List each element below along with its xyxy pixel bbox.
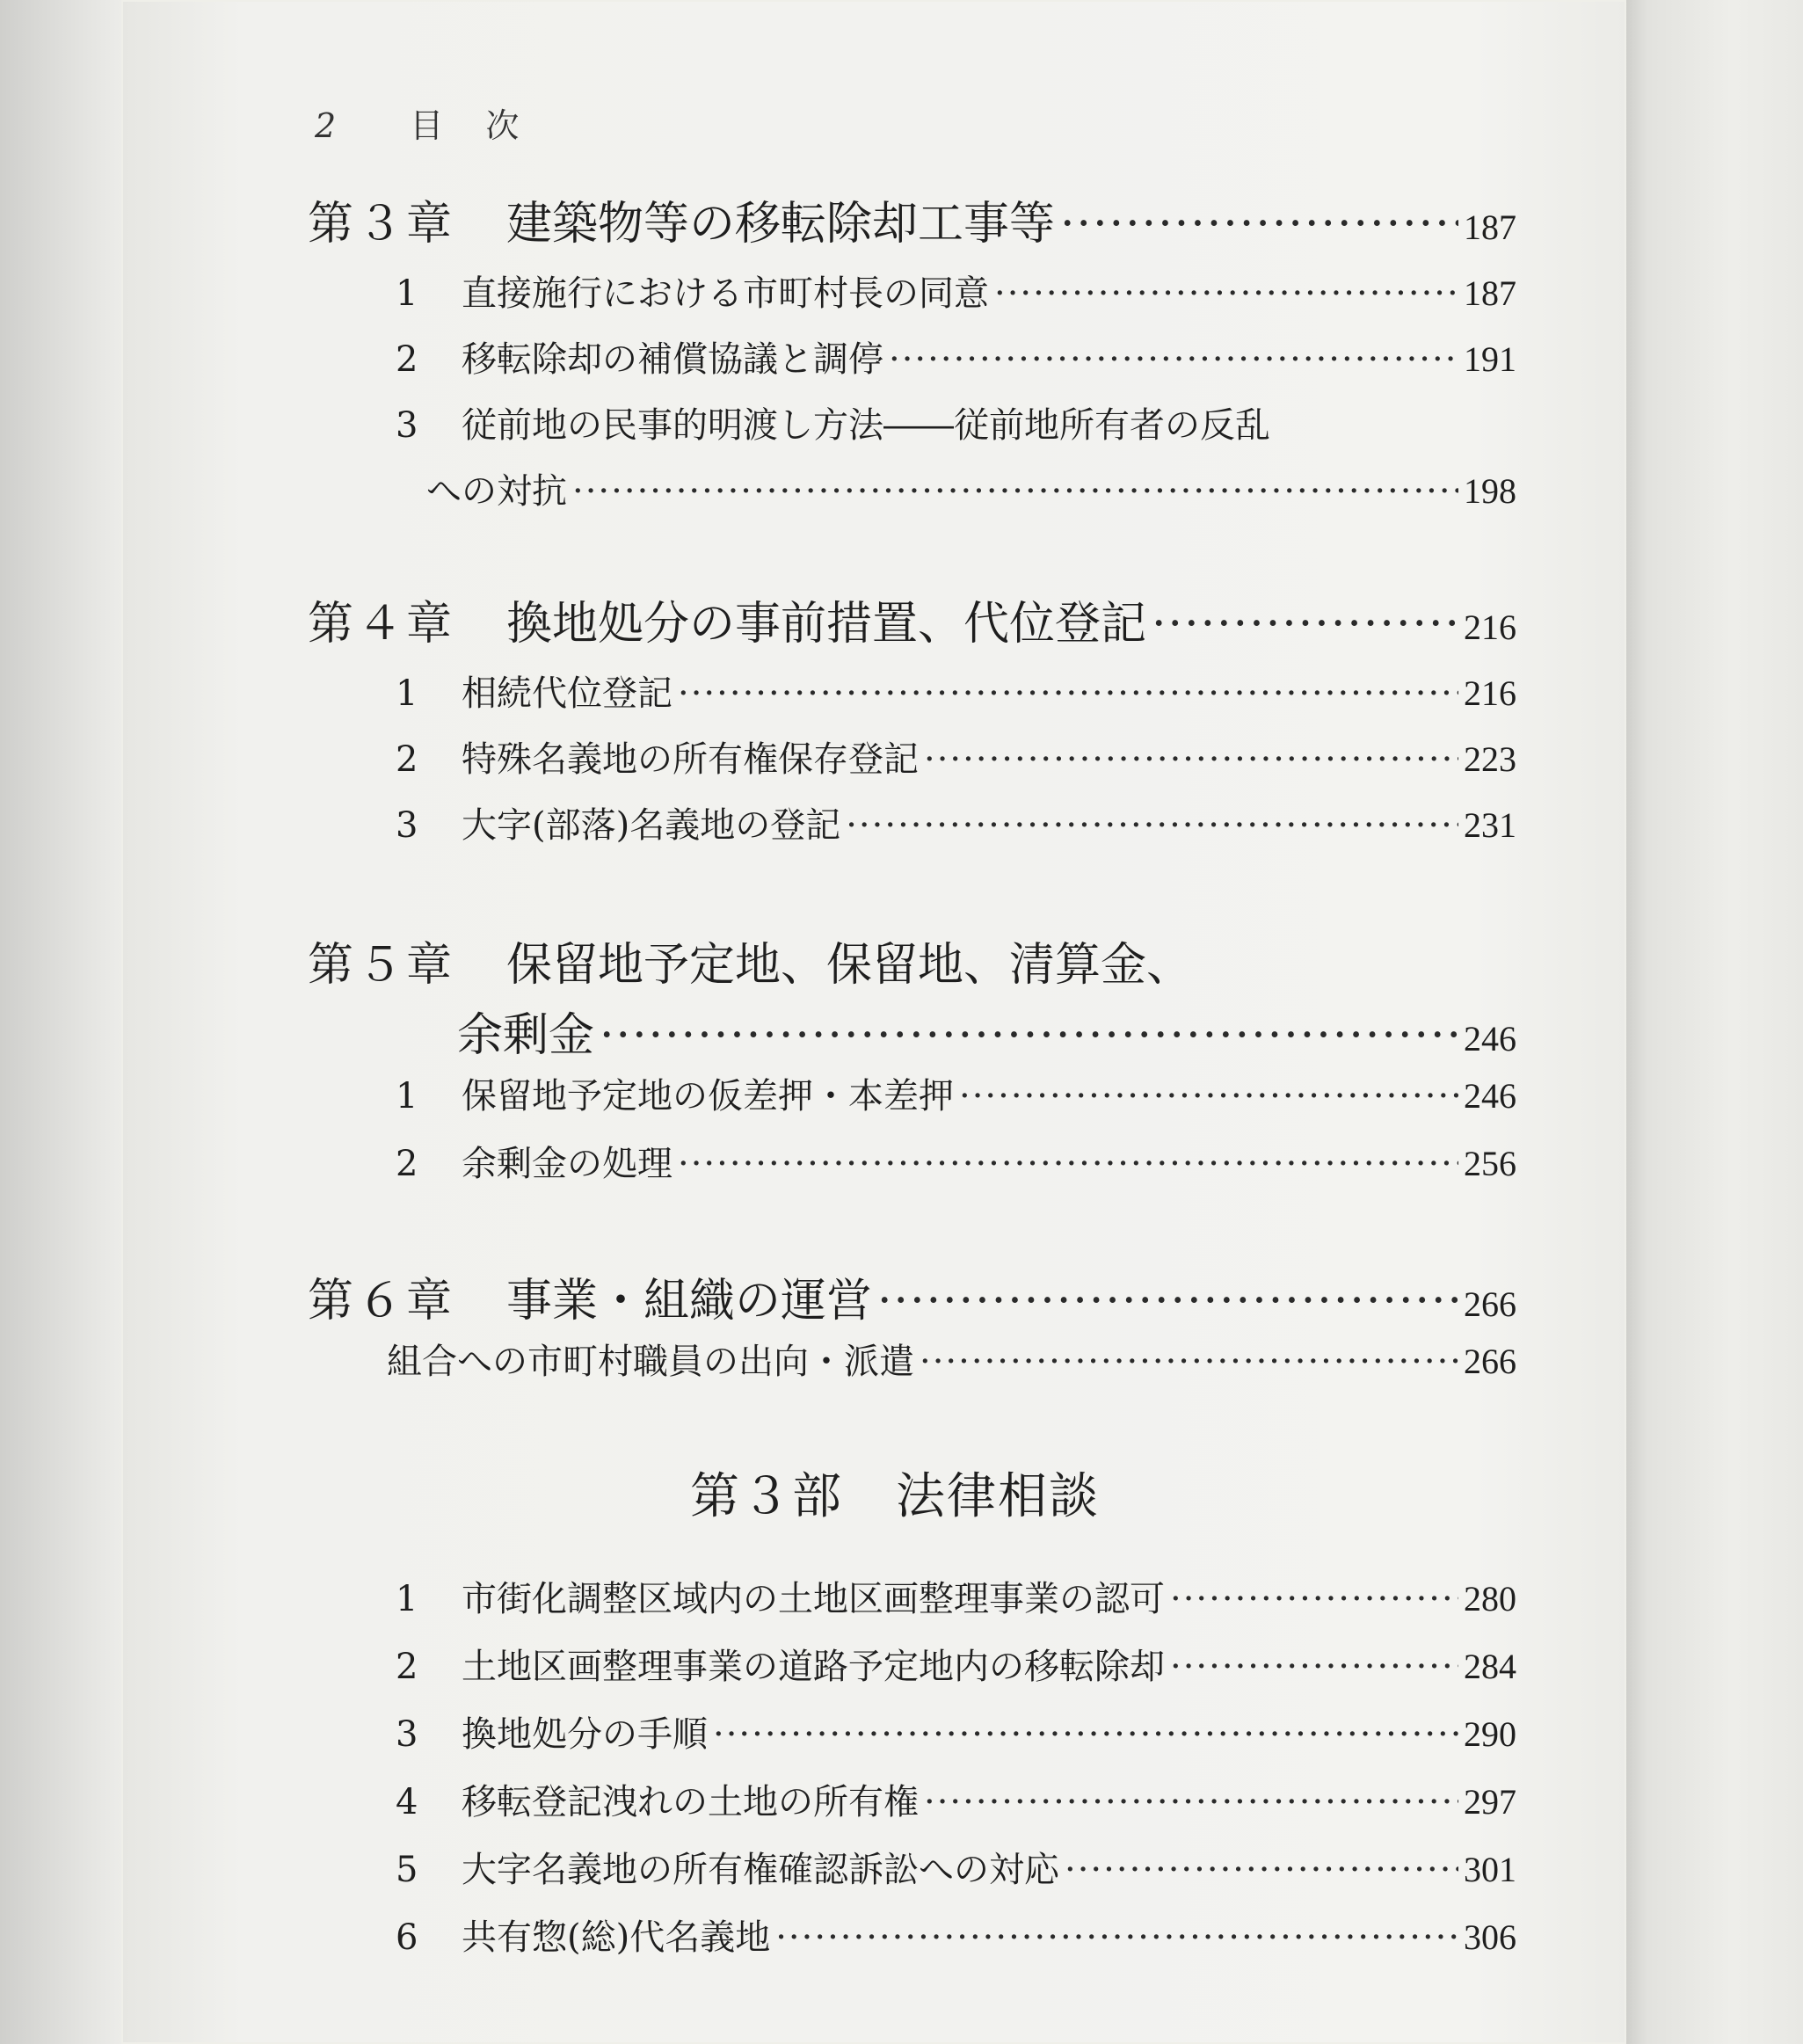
page-ref: 246 [1464,1076,1516,1116]
section-title: 移転登記洩れの土地の所有権 [462,1782,919,1822]
page-ref: 280 [1464,1579,1516,1618]
section-title: 大字(部落)名義地の登記 [462,805,841,846]
page-ref: 231 [1464,805,1516,845]
toc-section [0,1706,1516,1757]
toc-section [0,266,1516,316]
section-number: 3 [396,805,418,846]
toc-chapter [0,1263,1516,1329]
section-title: 組合への市町村職員の出向・派遣 [387,1342,914,1382]
right-page-edge [1626,0,1803,2044]
leader-dots [889,339,1458,380]
page-ref: 297 [1464,1782,1516,1822]
chapter-title-continued: 余剰金 [457,1009,595,1062]
leader-dots [1065,1850,1458,1890]
leader-dots [678,673,1458,714]
leader-dots [924,739,1458,780]
leader-dots [572,471,1458,512]
page-ref: 216 [1464,673,1516,713]
page-ref: 216 [1464,607,1516,647]
section-title: 市街化調整区域内の土地区画整理事業の認可 [462,1579,1165,1619]
page-ref: 187 [1464,207,1516,247]
leader-dots [846,805,1458,846]
toc-section-continued [0,463,1516,513]
section-number: 1 [396,1579,418,1619]
leader-dots [1060,198,1458,251]
toc-section [0,1639,1516,1689]
section-number: 1 [396,1076,418,1117]
section-title: 従前地の民事的明渡し方法――従前地所有者の反乱 [462,405,1270,446]
chapter-number: 第５章 [308,939,456,992]
section-title: 共有惣(総)代名義地 [462,1917,771,1958]
toc-section [0,731,1516,782]
page-number: 2 [315,106,337,145]
part-number: 第３部 [690,1468,843,1525]
leader-dots [994,273,1458,314]
leader-dots [877,1275,1458,1328]
toc-section [0,1334,1516,1384]
section-number: 6 [396,1917,418,1958]
toc-section [0,1136,1516,1186]
toc-section [0,1571,1516,1621]
page-ref: 191 [1464,339,1516,379]
toc-section [0,666,1516,716]
toc-chapter-continued [0,998,1516,1064]
page-ref: 187 [1464,273,1516,313]
toc-chapter [0,927,1516,993]
leader-dots [1170,1647,1458,1687]
toc-section [0,1909,1516,1960]
leader-dots [1170,1579,1458,1619]
running-header [315,98,534,147]
section-number: 1 [396,673,418,714]
section-title: 移転除却の補償協議と調停 [462,339,883,380]
toc-section [0,1068,1516,1118]
toc-chapter [0,186,1516,252]
section-number: 3 [396,405,418,446]
section-number: 4 [396,1782,418,1822]
section-title: 大字名義地の所有権確認訴訟への対応 [462,1850,1059,1890]
chapter-title: 建築物等の移転除却工事等 [506,198,1056,251]
page-ref: 284 [1464,1647,1516,1686]
page-ref: 256 [1464,1144,1516,1183]
section-title: 換地処分の手順 [462,1714,708,1755]
section-number: 3 [396,1714,418,1755]
part-heading [690,1458,1100,1528]
section-title-continued: への対抗 [426,471,567,512]
page-ref: 246 [1464,1019,1516,1058]
section-title: 直接施行における市町村長の同意 [462,273,989,314]
page-ref: 198 [1464,471,1516,511]
chapter-title: 事業・組織の運営 [506,1275,873,1328]
header-title: 目 次 [410,106,535,145]
leader-dots [959,1076,1458,1117]
section-title: 特殊名義地の所有権保存登記 [462,739,919,780]
chapter-number: 第６章 [308,1275,456,1328]
page-ref: 301 [1464,1850,1516,1889]
chapter-title: 保留地予定地、保留地、清算金、 [506,939,1193,992]
toc-section [0,1774,1516,1824]
section-number: 5 [396,1850,418,1890]
section-number: 1 [396,273,418,314]
toc-section [0,797,1516,847]
toc-section [0,331,1516,382]
chapter-title: 換地処分の事前措置、代位登記 [506,598,1147,651]
page-ref: 306 [1464,1917,1516,1957]
section-number: 2 [396,1144,418,1184]
leader-dots [920,1342,1458,1382]
leader-dots [713,1714,1458,1755]
section-title: 土地区画整理事業の道路予定地内の移転除却 [462,1647,1165,1687]
page-ref: 223 [1464,739,1516,779]
chapter-number: 第４章 [308,598,456,651]
leader-dots [775,1917,1458,1958]
toc-section [0,1842,1516,1892]
section-number: 2 [396,339,418,380]
part-title: 法律相談 [896,1468,1100,1525]
leader-dots [600,1009,1458,1062]
page-ref: 266 [1464,1284,1516,1324]
section-number: 2 [396,1647,418,1687]
toc-chapter [0,586,1516,652]
leader-dots [924,1782,1458,1822]
chapter-number: 第３章 [308,198,456,251]
section-number: 2 [396,739,418,780]
leader-dots [1152,598,1458,651]
page-ref: 266 [1464,1342,1516,1381]
page-ref: 290 [1464,1714,1516,1754]
section-title: 相続代位登記 [462,673,672,714]
toc-section [0,397,1516,447]
leader-dots [678,1144,1458,1184]
section-title: 余剰金の処理 [462,1144,672,1184]
section-title: 保留地予定地の仮差押・本差押 [462,1076,954,1117]
